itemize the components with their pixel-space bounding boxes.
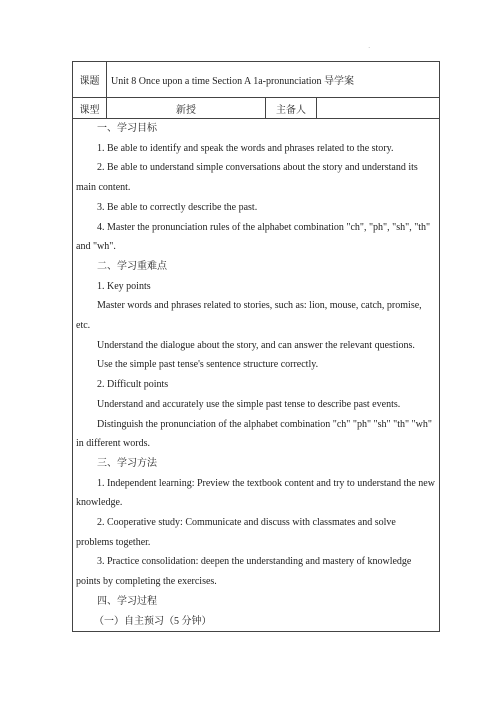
method-item: 3. Practice consolidation: deepen the understanding and mastery of knowledge points by completing the exercises. [76, 556, 412, 588]
keypoint-item: Use the simple past tense's sentence structure correctly. [97, 359, 319, 371]
keypoints-heading: 二、学习重难点 [97, 260, 167, 272]
topic-row [73, 62, 440, 98]
corner-mark: · [368, 44, 371, 52]
difficult-label: 2. Difficult points [97, 379, 169, 391]
preparer-label: 主备人 [266, 98, 317, 119]
objectives-heading: 一、学习目标 [97, 123, 157, 134]
type-row [73, 98, 440, 119]
type-value: 新授 [107, 98, 266, 119]
content-cell [73, 119, 440, 632]
method-item: 2. Cooperative study: Communicate and discuss with classmates and solve problems together. [76, 517, 396, 548]
topic-label: 课题 [73, 62, 107, 98]
objective-item: 3. Be able to correctly describe the past. [97, 201, 258, 213]
keypoint-item: Understand the dialogue about the story, and can answer the relevant questions. [97, 339, 415, 351]
keypoint-item: Master words and phrases related to stories, such as: lion, mouse, catch, promise, etc. [76, 300, 422, 332]
difficult-item: Understand and accurately use the simple past tense to describe past events. [97, 398, 401, 410]
objective-item: 1. Be able to identify and speak the words and phrases related to the story. [97, 142, 394, 154]
methods-heading: 三、学习方法 [97, 457, 157, 469]
process-subheading: （一）自主预习（5 分钟） [94, 615, 212, 627]
lesson-plan-table [72, 61, 440, 632]
type-label: 课型 [73, 98, 107, 119]
difficult-item: Distinguish the pronunciation of the alphabet combination "ch" "ph" "sh" "th" "wh" in different words. [76, 418, 432, 450]
keypoints-label: 1. Key points [97, 280, 151, 292]
process-heading: 四、学习过程 [97, 595, 157, 607]
topic-value: Unit 8 Once upon a time Section A 1a-pronunciation 导学案 [107, 62, 440, 98]
method-item: 1. Independent learning: Preview the textbook content and try to understand the new knowledge. [76, 477, 435, 509]
objective-item: 2. Be able to understand simple conversations about the story and understand its main content. [76, 162, 418, 194]
content-row [73, 119, 440, 632]
objective-item: 4. Master the pronunciation rules of the alphabet combination "ch", "ph", "sh", "th" and "wh". [76, 221, 431, 253]
preparer-value [317, 98, 440, 119]
